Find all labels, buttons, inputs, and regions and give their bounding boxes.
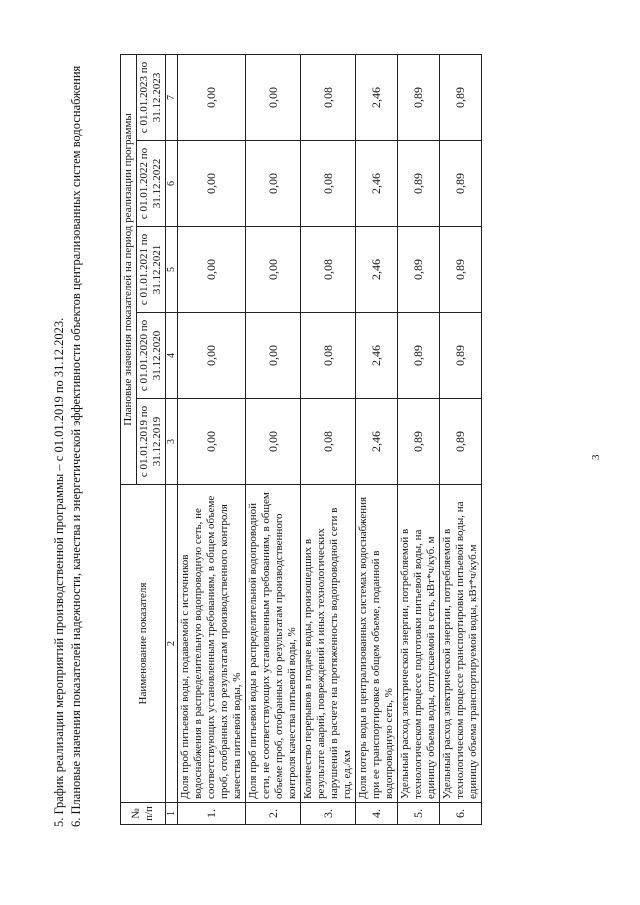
value-cell: 0,08 <box>301 399 356 485</box>
value-cell: 0,08 <box>301 313 356 399</box>
indicator-name: Доля потерь воды в централизованных системах водоснабжения при ее транспортировке в общем объеме, поданной в водопроводную сеть, % <box>356 485 398 803</box>
column-number: 4 <box>166 313 178 399</box>
value-cell: 0,89 <box>398 227 440 313</box>
value-cell: 2,46 <box>356 141 398 227</box>
table-row <box>301 54 356 824</box>
value-cell: 0,89 <box>398 399 440 485</box>
column-number: 7 <box>166 54 178 140</box>
table-row <box>356 54 398 824</box>
column-number: 6 <box>166 141 178 227</box>
section-heading-6: 6. Плановые значения показателей надежности, качества и энергетической эффективности объектов централизованных систем водоснабжения <box>69 65 83 827</box>
value-cell: 0,00 <box>178 399 246 485</box>
value-cell: 0,89 <box>440 227 482 313</box>
row-number: 3. <box>301 803 356 825</box>
value-cell: 0,00 <box>246 227 301 313</box>
value-cell: 0,00 <box>178 313 246 399</box>
row-number: 5. <box>398 803 440 825</box>
value-cell: 0,89 <box>398 313 440 399</box>
indicator-name: Доля проб питьевой воды, подаваемой с источников водоснабжения в распределительную водопроводную сеть, не соответствующих установленным требованиям, в общем объеме проб, отобранных по результатам производственного контроля качества питьевой воды, % <box>178 485 246 803</box>
header-row-group <box>121 54 137 824</box>
value-cell: 2,46 <box>356 399 398 485</box>
table-row <box>440 54 482 824</box>
section-heading-5: 5. График реализации мероприятий производственной программы – с 01.01.2019 по 31.12.2023. <box>52 317 66 827</box>
table-row <box>178 54 246 824</box>
value-cell: 0,89 <box>398 54 440 140</box>
indicator-name: Доля проб питьевой воды в распределительной водопроводной сети, не соответствующих установленным требованиям, в общем объеме проб, отобранных по результатам производственного контроля качества питьевой воды, % <box>246 485 301 803</box>
value-cell: 0,00 <box>246 54 301 140</box>
table-row <box>246 54 301 824</box>
value-cell: 0,00 <box>178 54 246 140</box>
col-num-header: № п/п <box>121 803 166 825</box>
indicator-name: Удельный расход электрической энергии, потребляемой в технологическом процессе подготовки питьевой воды, на единицу объема воды, отпускаемой в сеть, кВт*ч/куб. м <box>398 485 440 803</box>
row-number: 6. <box>440 803 482 825</box>
indicators-table <box>120 54 482 825</box>
column-number: 3 <box>166 399 178 485</box>
page-number: 3 <box>590 454 602 460</box>
table-row <box>398 54 440 824</box>
period-group-header: Плановые значения показателей на период реализации программы <box>121 54 137 484</box>
period-header: с 01.01.2020 по 31.12.2020 <box>137 313 166 399</box>
period-header: с 01.01.2019 по 31.12.2019 <box>137 399 166 485</box>
period-header: с 01.01.2022 по 31.12.2022 <box>137 141 166 227</box>
value-cell: 0,00 <box>178 141 246 227</box>
value-cell: 2,46 <box>356 313 398 399</box>
column-number: 2 <box>166 485 178 803</box>
row-number: 1. <box>178 803 246 825</box>
value-cell: 0,00 <box>178 227 246 313</box>
value-cell: 0,00 <box>246 141 301 227</box>
column-number: 1 <box>166 803 178 825</box>
value-cell: 0,08 <box>301 141 356 227</box>
value-cell: 0,89 <box>398 141 440 227</box>
row-number: 2. <box>246 803 301 825</box>
value-cell: 0,00 <box>246 313 301 399</box>
col-name-header: Наименование показателя <box>121 485 166 803</box>
value-cell: 2,46 <box>356 227 398 313</box>
indicator-name: Количество перерывов в подаче воды, произошедших в результате аварий, повреждений и иных технологических нарушений в расчете на протяженность водопроводной сети в год, ед./км <box>301 485 356 803</box>
value-cell: 0,08 <box>301 227 356 313</box>
value-cell: 0,08 <box>301 54 356 140</box>
column-number: 5 <box>166 227 178 313</box>
value-cell: 0,89 <box>440 141 482 227</box>
value-cell: 0,00 <box>246 399 301 485</box>
value-cell: 0,89 <box>440 54 482 140</box>
period-header: с 01.01.2021 по 31.12.2021 <box>137 227 166 313</box>
column-number-row <box>166 54 178 824</box>
value-cell: 0,89 <box>440 399 482 485</box>
value-cell: 2,46 <box>356 54 398 140</box>
value-cell: 0,89 <box>440 313 482 399</box>
row-number: 4. <box>356 803 398 825</box>
period-header: с 01.01.2023 по 31.12.2023 <box>137 54 166 140</box>
indicator-name: Удельный расход электрической энергии, потребляемой в технологическом процессе транспортировки питьевой воды, на единицу объема транспортируемой воды, кВт*ч/куб.м <box>440 485 482 803</box>
